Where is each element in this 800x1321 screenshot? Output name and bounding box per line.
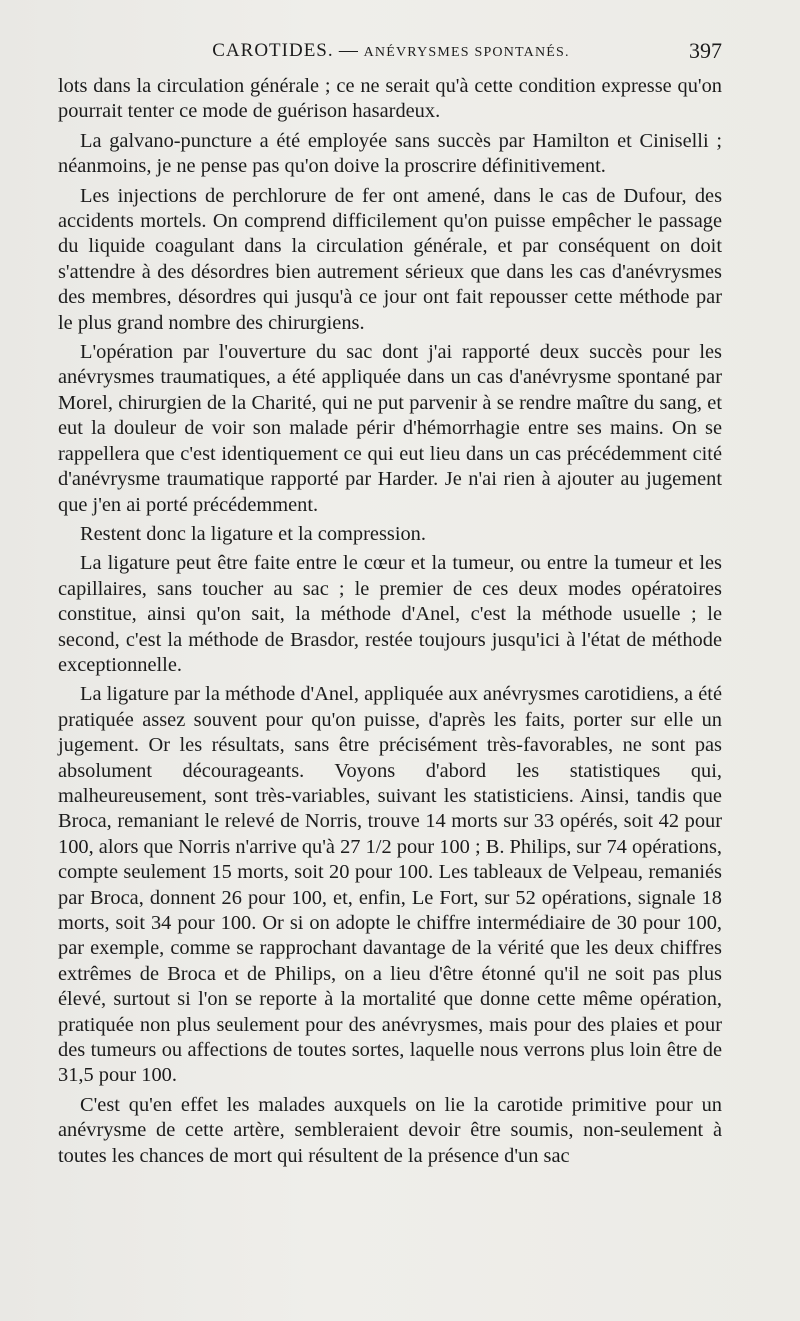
header-dash: — [338,40,359,61]
paragraph: L'opération par l'ouverture du sac dont j'ai rapporté deux succès pour les anévrysmes traumatiques, a été appliquée dans un cas d'anévrysme spontané par Morel, chirurgien de la Charité, qui ne put parvenir à se rendre maître du sang, et eut la douleur de voir son malade périr d'hémorrhagie entre ses mains. On se rappellera que c'est identiquement ce qui eut lieu dans un cas précédemment cité d'anévrysme traumatique rapporté par Harder. Je n'ai rien à ajouter au jugement que j'en ai porté précédemment. [58,341,722,516]
paragraph: La galvano-puncture a été employée sans succès par Hamilton et Ciniselli ; néanmoins, je ne pense pas qu'on doive la proscrire définitivement. [58,129,722,178]
running-head [60,38,722,68]
paragraph: Restent donc la ligature et la compression. [80,522,426,545]
body-text [58,74,722,1173]
chapter-title: CAROTIDES. [212,40,334,61]
paragraph: C'est qu'en effet les malades auxquels on lie la carotide primitive pour un anévrysme de cette artère, sembleraient devoir être soumis, non-seulement à toutes les chances de mort qui résultent de la présence d'un sac [58,1093,722,1167]
paragraph: Les injections de perchlorure de fer ont amené, dans le cas de Dufour, des accidents mortels. On comprend difficilement qu'on puisse empêcher le passage du liquide coagulant dans la circulation générale, et par conséquent on doit s'attendre à des désordres bien autrement sérieux que dans les cas d'anévrysmes des membres, désordres qui jusqu'à ce jour ont fait repousser cette méthode par le plus grand nombre des chirurgiens. [58,184,722,334]
running-head-title [60,40,722,62]
page-number: 397 [689,38,722,63]
paragraph: La ligature par la méthode d'Anel, appliquée aux anévrysmes carotidiens, a été pratiquée assez souvent pour qu'on puisse, d'après les faits, porter sur elle un jugement. Or les résultats, sans être précisément très-favorables, ne sont pas absolument décourageants. Voyons d'abord les statistiques qui, malheureusement, sont très-variables, suivant les statisticiens. Ainsi, tandis que Broca, remaniant le relevé de Norris, trouve 14 morts sur 33 opérés, soit 42 pour 100, alors que Norris n'arrive qu'à 27 1/2 pour 100 ; B. Philips, sur 74 opérations, compte seulement 15 morts, soit 20 pour 100. Les tableaux de Velpeau, remaniés par Broca, donnent 26 pour 100, et, enfin, Le Fort, sur 52 opérations, signale 18 morts, soit 34 pour 100. Or si on adopte le chiffre intermédiaire de 30 pour 100, par exemple, comme se rapprochant davantage de la vérité que les deux chiffres extrêmes de Broca et de Philips, on a lieu d'être étonné qu'il ne soit pas plus élevé, surtout si l'on se reporte à la mortalité que donne cette même opération, pratiquée non plus seulement pour des anévrysmes, mais pour des plaies et pour des tumeurs ou affections de toutes sortes, laquelle nous verrons plus loin être de 31,5 pour 100. [58,683,722,1087]
paragraph: lots dans la circulation générale ; ce ne serait qu'à cette condition expresse qu'on pourrait tenter ce mode de guérison hasardeux. [58,75,722,123]
paragraph: La ligature peut être faite entre le cœur et la tumeur, ou entre la tumeur et les capillaires, sans toucher au sac ; le premier de ces deux modes opératoires constitue, ainsi qu'on sait, la méthode d'Anel, c'est la méthode usuelle ; le second, c'est la méthode de Brasdor, restée toujours jusqu'ici à l'état de méthode exceptionnelle. [58,552,722,676]
section-title: ANÉVRYSMES SPONTANÉS. [363,45,570,60]
